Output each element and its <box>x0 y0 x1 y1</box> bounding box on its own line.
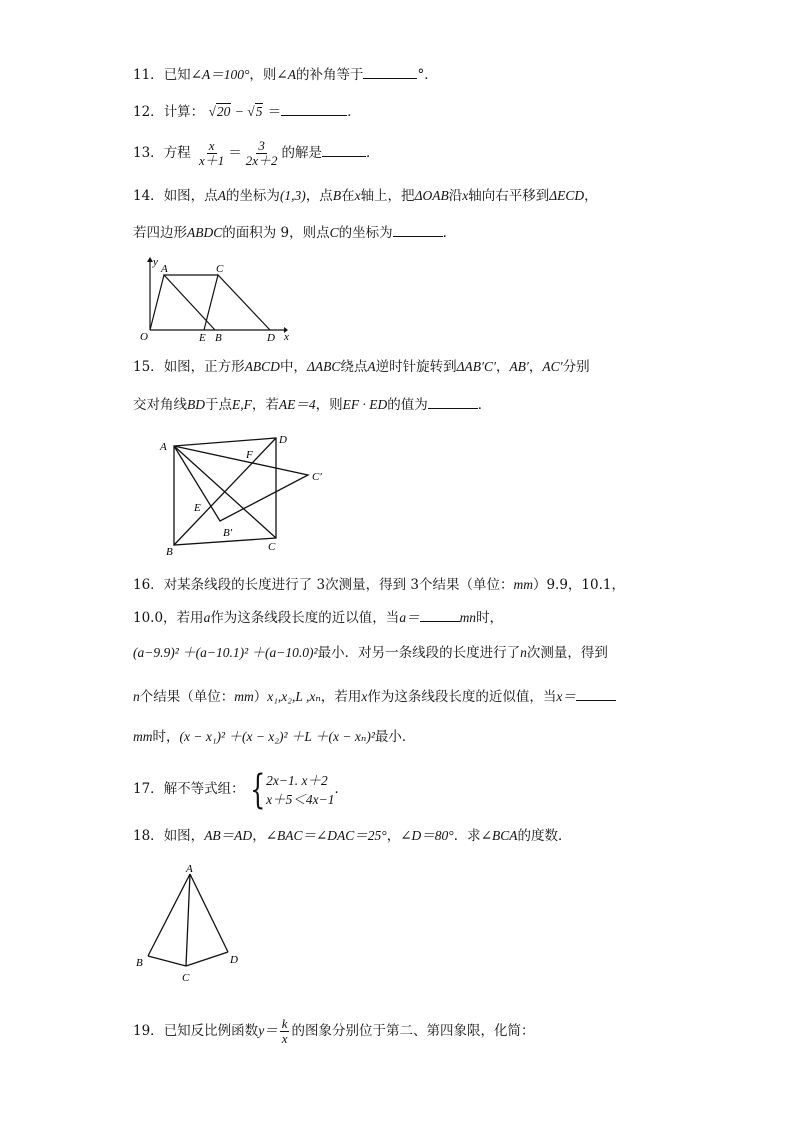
question-18: 18．如图，AB＝AD，∠BAC＝∠DAC＝25°，∠D＝80°．求∠BCA的度数． <box>133 828 572 844</box>
fraction-left: $\frac{x}{x+1}$ <box>198 138 225 168</box>
figure-q14-translation <box>136 254 296 344</box>
angle-expression: ∠A＝100° <box>190 67 250 82</box>
label-D: D <box>230 954 238 966</box>
answer-blank[interactable] <box>281 101 347 116</box>
question-14-line-2: 若四边形ABDC的面积为 9，则点C的坐标为 ． <box>133 222 456 243</box>
label-C: C <box>182 972 190 984</box>
answer-blank[interactable] <box>428 394 478 409</box>
label-x: x <box>284 331 289 343</box>
label-A: A <box>160 441 167 453</box>
label-C: C <box>216 263 224 275</box>
question-12: 12．计算： √20 − √5 ＝ ． <box>133 101 361 122</box>
sqrt-expression: √20 − √5 <box>208 104 263 119</box>
question-16-line-4: n个结果（单位：mm）x₁,x₂,L ,xₙ，若用x作为这条线段长度的近似值，当x＝ <box>133 686 616 707</box>
question-19: 19．已知反比例函数y＝ $\frac{k}{x}$ 的图象分别位于第二、第四象限，化简： <box>133 1016 535 1046</box>
question-16-line-2: 10.0，若用a作为这条线段长度的近以值，当a＝ mn时， <box>133 607 503 628</box>
label-O: O <box>140 331 148 343</box>
label-E: E <box>199 332 206 344</box>
figure-q18-kite <box>132 860 252 990</box>
label-E: E <box>194 502 201 514</box>
answer-blank[interactable] <box>322 142 366 157</box>
question-14-line-1: 14．如图，点A的坐标为(1,3)，点B在x轴上，把ΔOAB沿x轴向右平移到ΔECD， <box>133 188 598 204</box>
label-B: B <box>166 546 173 558</box>
label-A: A <box>186 863 193 875</box>
question-16-line-5: mm时，(x − x₁)² ＋(x − x₂)² ＋L ＋(x − xₙ)²最小． <box>133 729 416 745</box>
question-16-line-1: 16．对某条线段的长度进行了 3次测量，得到 3个结果（单位：mm）9.9，10.1， <box>133 577 625 593</box>
question-15-line-2: 交对角线BD于点E,F，若AE＝4，则EF · ED的值为 ． <box>133 394 491 415</box>
answer-blank[interactable] <box>393 222 443 237</box>
fraction-right: $\frac{3}{2x+2}$ <box>245 138 278 168</box>
question-17: 17．解不等式组： { 2x−1. x＋2 x＋5＜4x−1 ． <box>133 766 348 813</box>
answer-blank[interactable] <box>363 64 417 79</box>
label-D: D <box>267 332 275 344</box>
label-C-prime: C′ <box>312 471 322 483</box>
label-F: F <box>246 449 253 461</box>
label-B-prime: B′ <box>223 527 233 539</box>
inequality-system: 2x−1. x＋2 x＋5＜4x−1 <box>266 772 335 807</box>
label-A: A <box>161 263 168 275</box>
figure-q15-square-rotation <box>156 428 346 558</box>
label-C: C <box>268 541 276 553</box>
fraction-k-over-x: $\frac{k}{x}$ <box>281 1016 288 1046</box>
label-B: B <box>136 957 143 969</box>
question-11: 11．已知∠A＝100°，则∠A的补角等于 °． <box>133 64 438 85</box>
label-y: y <box>153 256 158 268</box>
label-B: B <box>215 332 222 344</box>
question-16-line-3: (a−9.9)² ＋(a−10.1)² ＋(a−10.0)²最小．对另一条线段的长度进行了n次测量，得到 <box>133 645 608 661</box>
label-D: D <box>279 434 287 446</box>
question-15-line-1: 15．如图，正方形ABCD中，ΔABC绕点A逆时针旋转到ΔAB′C′，AB′，AC′分别 <box>133 359 590 375</box>
system-brace: { <box>249 766 266 813</box>
answer-blank[interactable] <box>576 686 616 701</box>
answer-blank[interactable] <box>420 607 460 622</box>
question-13: 13．方程 $\frac{x}{x+1}$ ＝ $\frac{3}{2x+2}$ 的解是 ． <box>133 138 380 168</box>
